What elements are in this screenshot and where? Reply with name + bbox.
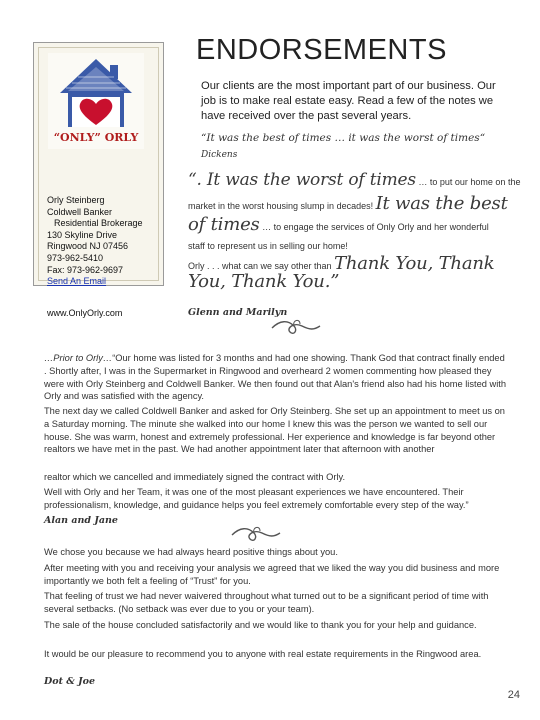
street-address: 130 Skyline Drive — [47, 229, 118, 240]
best-of-times-text-1: It was the best — [375, 193, 508, 214]
agent-name: Orly Steinberg — [47, 195, 105, 205]
prior-to-orly-lead: …Prior to Orly… — [44, 353, 113, 363]
city-address: Ringwood NJ 07456 — [47, 241, 129, 252]
testimonial-3-paragraph-5: It would be our pleasure to recommend you to anyone with real estate requirements in the Ringwood area. — [44, 649, 482, 659]
testimonial-1-text-4: staff to represent us in selling our home! — [188, 241, 348, 251]
testimonial-1-text-3: … to engage the services of Only Orly and her wonderful — [259, 222, 489, 232]
send-email-link[interactable]: Send An Email — [47, 276, 107, 287]
quote-attribution: Dickens — [201, 150, 238, 160]
fax-number: Fax: 973-962-9697 — [47, 264, 124, 275]
dickens-quote: “It was the best of times … it was the worst of times“ — [201, 132, 486, 144]
testimonial-2-paragraph-2: The next day we called Coldwell Banker and asked for Orly Steinberg. She set up an appointment to meet us on a Saturday morning. The minute she walked into our home I knew this was the person we wanted to sell our house. She was warm, honest and extremely professional. Her experience and knowledge is far beyond other realtors we have met in the past. We had another appointment later that afternoon with another — [44, 406, 505, 455]
testimonial-2-text-1: “Our home was listed for 3 months and had one showing. Thank God that contract finally ended . Shortly after, I was in the Supermarket in Ringwood and overheard 2 women commenting how pleased they were with Orly Steinberg and Coldwell Banker. We then found out that Alan's friend also had his home listed with Orly and was satisfied with the agency. — [44, 353, 507, 402]
company-name: Coldwell Banker — [47, 206, 113, 217]
website-url: www.OnlyOrly.com — [47, 308, 123, 318]
testimonial-1-body — [188, 170, 521, 292]
testimonial-3-paragraph-2: After meeting with you and receiving your analysis we agreed that we liked the way you did business and more importantly we both felt a feeling of “Trust” for you. — [44, 563, 500, 586]
intro-text: Our clients are the most important part of our business. Our job is to make real estate easy. Read a few of the notes we have received over the past several years. — [201, 80, 496, 122]
flourish-divider-icon — [230, 523, 282, 547]
contact-details — [47, 195, 165, 288]
testimonial-2-paragraph-3: realtor which we cancelled and immediately signed the contract with Orly. — [44, 472, 346, 482]
testimonial-1-text-2: market in the worst housing slump in decades! — [188, 201, 376, 211]
signature-alan-jane: Alan and Jane — [44, 515, 118, 526]
testimonial-3-paragraph-4: The sale of the house concluded satisfactorily and we would like to thank you for your help and guidance. — [44, 620, 477, 630]
svg-text:“ONLY” ORLY: “ONLY” ORLY — [53, 131, 139, 144]
division-name: Residential Brokerage — [54, 218, 143, 229]
page-title: ENDORSEMENTS — [196, 34, 447, 66]
thank-you-text-2: You, Thank You.” — [188, 271, 340, 292]
testimonial-1-text-5: Orly . . . what can we say other than — [188, 261, 335, 271]
signature-dot-joe: Dot & Joe — [44, 676, 96, 687]
worst-of-times-text: “. It was the worst of times — [188, 170, 416, 190]
contact-card — [33, 42, 164, 318]
page-number: 24 — [507, 689, 520, 701]
house-logo-icon — [48, 53, 144, 149]
testimonial-1-text-1: … to put our home on the — [415, 177, 521, 187]
testimonial-2-paragraph-4: Well with Orly and her Team, it was one of the most pleasant experiences we have encountered. Their professionalism, knowledge, and guidance helps you feel extremely comfortable every step of the way.” — [44, 487, 469, 510]
flourish-divider-icon — [270, 316, 322, 340]
best-of-times-text-2: of times — [188, 214, 260, 235]
testimonial-3-paragraph-1: We chose you because we had always heard positive things about you. — [44, 547, 338, 557]
phone-number: 973-962-5410 — [47, 252, 104, 263]
thank-you-text-1: Thank You, Thank — [334, 253, 495, 274]
testimonial-2-paragraph-1 — [44, 352, 509, 403]
signature-glenn-marilyn: Glenn and Marilyn — [188, 307, 288, 318]
testimonial-3-paragraph-3: That feeling of trust we had never waivered throughout what turned out to be a significant period of time with several setbacks. (No setback was ever due to you or your team). — [44, 591, 489, 614]
